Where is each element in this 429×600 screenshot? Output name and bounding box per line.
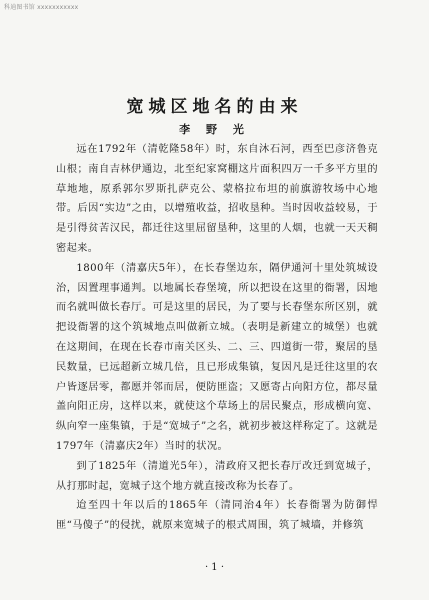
watermark: 科迪图书馆 xxxxxxxxxxx bbox=[4, 4, 79, 11]
paragraph: 远在1792年（清乾隆58年）时，东自沐石河，西至巴彦济鲁克山根；南自吉林伊通边，北至纪家窝棚这片面积四万一千多平方里的草地地，原系郭尔罗斯扎萨克公、蒙格拉布坦的前旗游牧场中心地带。后因“实边”之由，以增殖收益，招收垦种。当时因收益较易，于是引得贫苦汉民，都迁往这里屈留垦种，这里的人烟，也就一天天稠密起来。 bbox=[56, 144, 378, 254]
article-body bbox=[56, 140, 378, 536]
paragraph: 到了1825年（清道光5年），清政府又把长春厅改迁到宽城子，从打那时起，宽城子这个地方就直接改称为长春了。 bbox=[56, 460, 378, 492]
paragraph: 1800年（清嘉庆5年），在长春堡边东，隔伊通河十里处筑城设治，因置理事通判。以地属长春堡境，所以把设在这里的衙署，因地而名就叫做长春厅。可是这里的居民，为了要与长春堡东所区别，就把设衙署的这个筑城地点叫做新立城。（表明是新建立的城堡）也就在这期间，在现在长春市南关区头、二、三、四道街一带，聚居的垦民数量，已远超新立城几倍，且已形成集镇，复因凡是迁往这里的农户皆逐居零，都愿并邻而居，便防匪盗；又愿寄占向阳方位，都尽量盖向阳正房，这样以来，就使这个草场上的居民聚点，形成横向宽、纵向窄一座集镇，于是“宽城子”之名，就初步被这样称定了。这就是1797年（清嘉庆2年）当时的状况。 bbox=[56, 262, 378, 452]
page-number: · 1 · bbox=[204, 562, 225, 573]
article-author: 李 野 光 bbox=[179, 123, 250, 136]
paragraph: 迨至四十年以后的1865年（清同治4年）长春衙署为防御悍匪“马傻子”的侵扰，就原来宽城子的根式周围，筑了城墙，并修筑 bbox=[56, 500, 378, 532]
article-title: 宽城区地名的由来 bbox=[126, 97, 303, 117]
